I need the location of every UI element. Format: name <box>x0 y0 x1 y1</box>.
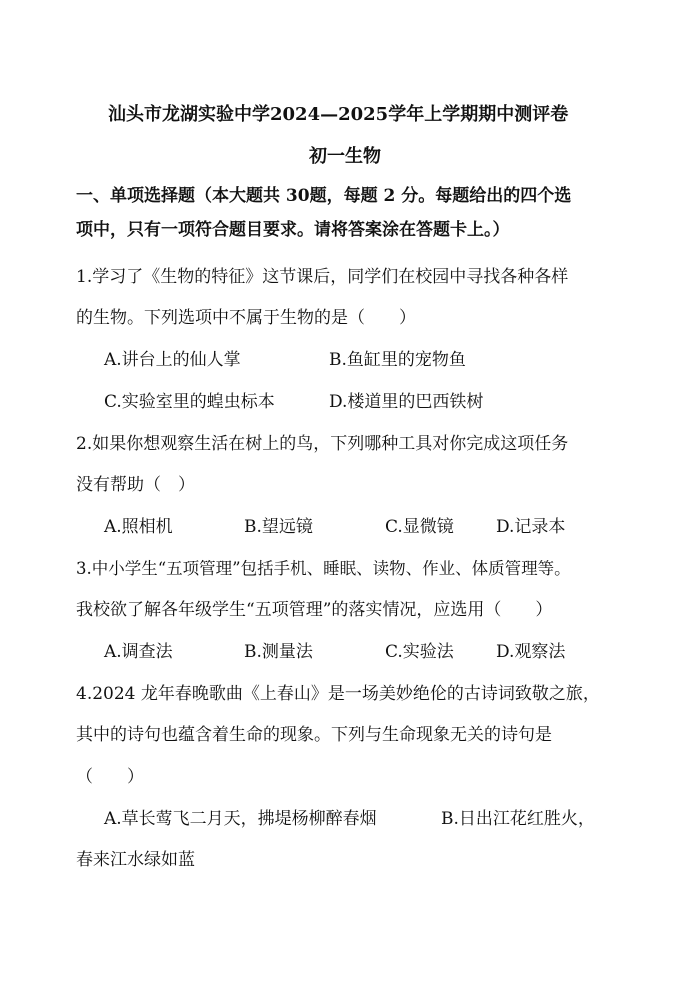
question-3-option-a: A.调查法 <box>104 642 173 662</box>
question-4-option-a: A.草长莺飞二月天，拂堤杨柳醉春烟 <box>104 809 377 829</box>
page-subtitle: 初一生物 <box>309 146 381 167</box>
question-1-option-b: B.鱼缸里的宠物鱼 <box>329 350 466 370</box>
page-title: 汕头市龙湖实验中学2024—2025学年上学期期中测评卷 <box>108 104 569 125</box>
question-2-stem-line2: 没有帮助（ ） <box>76 475 195 495</box>
section-heading-line2: 项中，只有一项符合题目要求。请将答案涂在答题卡上。） <box>76 220 510 240</box>
question-4-stem-line3: （ ） <box>76 767 144 787</box>
question-4-option-b: B.日出江花红胜火， <box>441 809 595 829</box>
question-2-option-c: C.显微镜 <box>385 517 454 537</box>
question-3-option-b: B.测量法 <box>244 642 313 662</box>
question-2-stem-line1: 2.如果你想观察生活在树上的鸟，下列哪种工具对你完成这项任务 <box>76 434 569 454</box>
question-3-stem-line2: 我校欲了解各年级学生“五项管理”的落实情况，应选用（ ） <box>76 600 553 620</box>
question-1-stem-line2: 的生物。下列选项中不属于生物的是（ ） <box>76 308 416 328</box>
question-2-option-b: B.望远镜 <box>244 517 313 537</box>
question-1-option-c: C.实验室里的蝗虫标本 <box>104 392 275 412</box>
question-4-stem-line2: 其中的诗句也蕴含着生命的现象。下列与生命现象无关的诗句是 <box>76 725 552 745</box>
question-3-option-c: C.实验法 <box>385 642 454 662</box>
question-4-option-b-continued: 春来江水绿如蓝 <box>76 850 195 870</box>
question-4-stem-line1: 4.2024 龙年春晚歌曲《上春山》是一场美妙绝伦的古诗词致敬之旅， <box>76 684 600 704</box>
question-3-stem-line1: 3.中小学生“五项管理”包括手机、睡眠、读物、作业、体质管理等。 <box>76 559 571 578</box>
question-1-option-d: D.楼道里的巴西铁树 <box>329 392 484 412</box>
question-3-option-d: D.观察法 <box>496 642 566 662</box>
question-1-stem-line1: 1.学习了《生物的特征》这节课后，同学们在校园中寻找各种各样 <box>76 267 569 287</box>
question-2-option-d: D.记录本 <box>496 517 566 537</box>
question-2-option-a: A.照相机 <box>104 517 173 537</box>
section-heading-line1: 一、单项选择题（本大题共 30题，每题 2 分。每题给出的四个选 <box>76 186 572 206</box>
question-1-option-a: A.讲台上的仙人掌 <box>104 350 241 370</box>
